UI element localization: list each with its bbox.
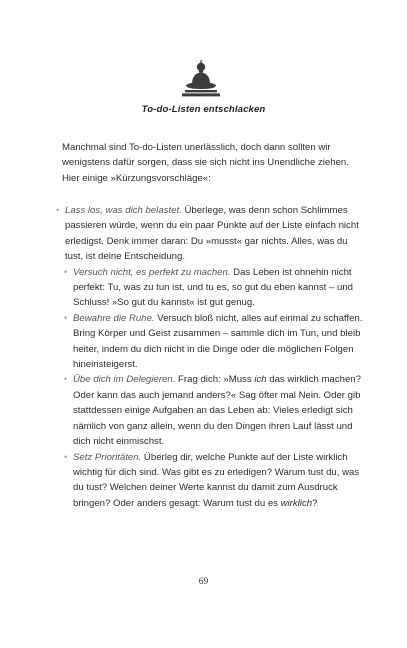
- tip-item: [56, 372, 368, 449]
- tip-lead: Setz Prioritäten.: [73, 451, 142, 463]
- tip-item: [56, 265, 368, 311]
- tips-list: [56, 203, 368, 511]
- bullet-icon: •: [56, 205, 60, 215]
- bullet-icon: •: [64, 374, 68, 385]
- bullet-icon: •: [64, 451, 68, 462]
- tip-text: [56, 203, 368, 265]
- tip-lead: Lass los, was dich belastet.: [65, 205, 182, 216]
- tip-item: [56, 450, 368, 512]
- tip-item: [56, 203, 368, 265]
- tip-lead: Übe dich im Delegieren.: [73, 374, 176, 386]
- tip-text: [56, 311, 368, 373]
- emphasis-text: wirklich: [280, 497, 313, 509]
- tip-lead: Versuch nicht, es perfekt zu machen.: [73, 266, 231, 278]
- body-text: ?: [312, 497, 318, 509]
- tip-text: [56, 265, 368, 311]
- body-text: Frag dich: »Muss: [175, 374, 255, 386]
- tip-text: [56, 372, 368, 449]
- body-text: Überleg dir, welche Punkte auf der Liste wirklich wichtig für dich sind. Was gibt es zu erledigen? Warum tust du, was du tust? Welchen deiner Werte kannst du damit zum Ausdruck bringen? Oder anders gesagt: Warum tust du es: [73, 451, 360, 509]
- tip-text: [56, 450, 368, 512]
- page-number: 69: [198, 577, 209, 587]
- bullet-icon: •: [64, 312, 68, 323]
- emphasis-text: ich: [254, 374, 267, 386]
- body-text: Überlege, was denn schon Schlimmes passieren würde, wenn du ein paar Punkte auf der Liste einfach nicht erledigst. Denk immer daran: Du »musst« gar nichts. Alles, was du tust, ist deine Entscheidung.: [65, 205, 359, 263]
- intro-paragraph: Manchmal sind To-do-Listen unerlässlich, doch dann sollten wir wenigstens dafür sorgen, dass sie sich nicht ins Unendliche ziehen. Hier einige »Kürzungsvorschläge«:: [62, 142, 349, 184]
- bullet-icon: •: [64, 266, 68, 277]
- buddha-icon: [178, 58, 224, 98]
- section-heading: To-do-Listen entschlacken: [141, 104, 266, 115]
- tip-item: [56, 311, 368, 373]
- body-text: Das Leben ist ohnehin nicht perfekt: Tu, was zu tun ist, und tu es, so gut du eben kannst – und Schluss! »So gut du kannst« ist gut genug.: [73, 266, 353, 309]
- tip-lead: Bewahre die Ruhe.: [73, 312, 155, 324]
- body-text: das wirklich machen? Oder kann das auch jemand anders?« Sag öfter mal Nein. Oder gib stattdessen einige Aufgaben an das Leben ab: Vieles erledigt sich nämlich von ganz allein, wenn du den Dingen ihren Lauf lässt und dich nicht einmischst.: [73, 374, 361, 448]
- body-text: Versuch bloß nicht, alles auf einmal zu schaffen. Bring Körper und Geist zusammen – sammle dich im Tun, und bleib heiter, indem du dich nicht in die Dinge oder die möglichen Folgen hineinsteigerst.: [73, 312, 363, 371]
